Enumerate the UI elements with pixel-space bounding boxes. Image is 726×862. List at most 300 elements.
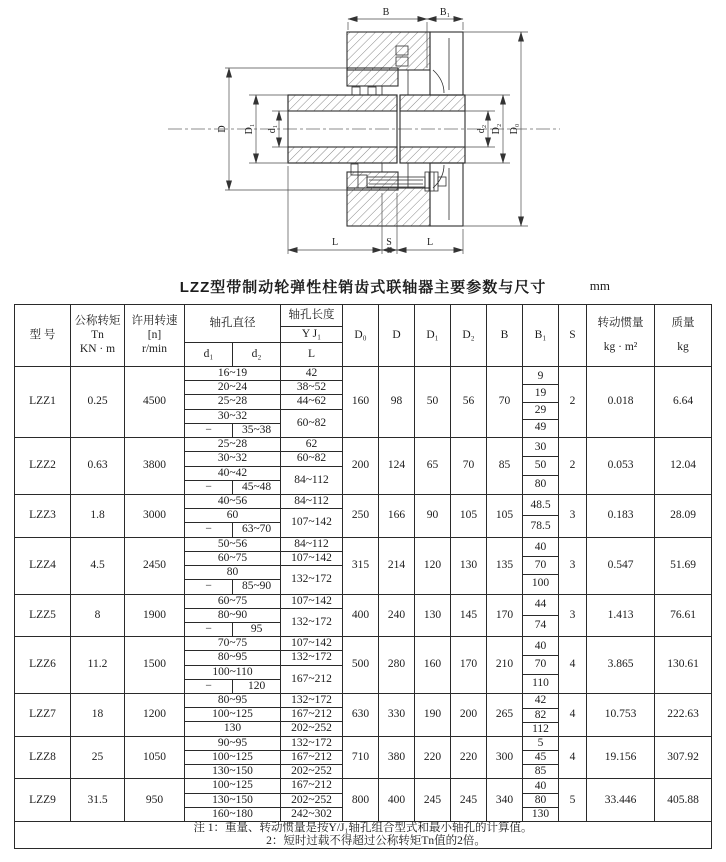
D0-cell: 400 xyxy=(343,594,379,637)
bore-length-cell: 107~142 xyxy=(280,637,342,651)
model-cell: LZZ1 xyxy=(15,367,71,438)
torque-cell: 4.5 xyxy=(71,537,125,594)
table-row xyxy=(15,637,712,694)
bore-subrow xyxy=(185,566,342,580)
bore-subrow xyxy=(185,637,342,651)
bore-subtable xyxy=(185,538,342,594)
model-cell: LZZ8 xyxy=(15,736,71,779)
unit-label: mm xyxy=(589,278,610,293)
speed-cell: 3800 xyxy=(125,438,185,495)
bore-subtable xyxy=(185,637,342,693)
mass-cell: 6.64 xyxy=(655,367,712,438)
dim-label-D: D xyxy=(217,125,228,133)
bore-subrow xyxy=(185,438,342,452)
D0-cell: 315 xyxy=(343,537,379,594)
table-row xyxy=(15,367,712,438)
bore-length-cell: 107~142 xyxy=(280,551,342,565)
B1-value: 45 xyxy=(523,751,558,765)
bore-range-cell: 40~56 xyxy=(185,495,280,509)
B1-stack xyxy=(523,694,558,735)
inertia-cell: 0.547 xyxy=(587,537,655,594)
B-cell: 210 xyxy=(487,637,523,694)
mass-cell: 130.61 xyxy=(655,637,712,694)
model-cell: LZZ7 xyxy=(15,694,71,737)
speed-cell: 1050 xyxy=(125,736,185,779)
table-row xyxy=(15,736,712,779)
B1-value: 110 xyxy=(532,676,549,689)
B1-value: 49 xyxy=(534,421,547,434)
bore-subtable xyxy=(185,495,342,537)
header-B: B xyxy=(487,305,523,367)
B1-cell xyxy=(523,637,559,694)
bore-d2-cell: 95 xyxy=(233,622,281,636)
B1-value: 30 xyxy=(523,439,558,457)
dim-label-L-left: L xyxy=(331,237,339,248)
B1-cell xyxy=(523,438,559,495)
bore-length-cell: 202~252 xyxy=(280,793,342,807)
dim-label-D0: D₀ xyxy=(509,123,520,135)
bore-length-cell: 202~252 xyxy=(280,765,342,779)
S-cell: 2 xyxy=(559,438,587,495)
D0-cell: 160 xyxy=(343,367,379,438)
bore-range-cell: 160~180 xyxy=(212,807,253,820)
bore-subrow xyxy=(185,694,342,708)
D2-cell: 170 xyxy=(451,637,487,694)
bore-subrow xyxy=(185,651,342,665)
B-cell: 170 xyxy=(487,594,523,637)
bore-subrow xyxy=(185,793,342,807)
bore-range-cell: 100~125 xyxy=(185,779,280,793)
mass-cell: 28.09 xyxy=(655,494,712,537)
bore-subrow xyxy=(185,495,342,509)
speed-cell: 1500 xyxy=(125,637,185,694)
bore-subrow xyxy=(185,665,342,679)
bore-range-cell: 130 xyxy=(223,722,242,735)
torque-cell: 11.2 xyxy=(71,637,125,694)
note-line-1: 注 1：重量、转动惯量是按Y/J₁轴孔组合型式和最小轴孔的计算值。 xyxy=(193,822,533,834)
spec-table-notes xyxy=(15,822,712,849)
D-cell: 98 xyxy=(379,367,415,438)
title-bar xyxy=(0,276,726,298)
bore-length-cell: 167~212 xyxy=(280,750,342,764)
model-cell: LZZ2 xyxy=(15,438,71,495)
torque-cell: 1.8 xyxy=(71,494,125,537)
D-cell: 214 xyxy=(379,537,415,594)
D1-cell: 160 xyxy=(415,637,451,694)
bore-length-cell: 60~82 xyxy=(280,452,342,466)
torque-cell: 0.25 xyxy=(71,367,125,438)
B1-cell xyxy=(523,594,559,637)
inertia-cell: 1.413 xyxy=(587,594,655,637)
notes-cell xyxy=(15,822,712,849)
S-cell: 4 xyxy=(559,637,587,694)
D2-cell: 70 xyxy=(451,438,487,495)
D0-cell: 710 xyxy=(343,736,379,779)
bore-length-cell: 62 xyxy=(280,438,342,452)
model-cell: LZZ4 xyxy=(15,537,71,594)
speed-cell: 4500 xyxy=(125,367,185,438)
bore-cell xyxy=(185,694,343,737)
bore-range-cell: 25~28 xyxy=(185,438,280,452)
B1-value: 70 xyxy=(523,656,558,674)
bore-range-cell: 16~19 xyxy=(185,367,280,381)
bore-d2-cell: 120 xyxy=(233,679,281,693)
speed-cell: 2450 xyxy=(125,537,185,594)
speed-cell: 950 xyxy=(125,779,185,822)
B1-stack xyxy=(523,638,558,692)
bore-subrow xyxy=(185,381,342,395)
bore-length-cell: 132~172 xyxy=(280,651,342,665)
header-d2: d₂ xyxy=(233,343,281,367)
bore-subrow xyxy=(185,452,342,466)
D1-cell: 220 xyxy=(415,736,451,779)
bore-subrow xyxy=(185,466,342,480)
model-cell: LZZ6 xyxy=(15,637,71,694)
bore-range-cell: 130~150 xyxy=(212,765,253,778)
S-cell: 4 xyxy=(559,736,587,779)
B1-value: 80 xyxy=(523,794,558,808)
bore-subrow xyxy=(185,595,342,609)
bore-range-cell: 70~75 xyxy=(185,637,280,651)
B1-value: 50 xyxy=(523,457,558,475)
D1-cell: 90 xyxy=(415,494,451,537)
spec-table-body xyxy=(15,367,712,822)
B1-cell xyxy=(523,779,559,822)
bore-subrow xyxy=(185,722,342,736)
bore-length-cell: 132~172 xyxy=(280,737,342,751)
S-cell: 3 xyxy=(559,537,587,594)
bore-subrow xyxy=(185,608,342,622)
B1-value: 100 xyxy=(531,577,550,590)
mass-cell: 307.92 xyxy=(655,736,712,779)
bore-length-cell: 84~112 xyxy=(280,495,342,509)
model-cell: LZZ5 xyxy=(15,594,71,637)
header-bore-length: 轴孔长度 xyxy=(281,305,343,327)
D2-cell: 245 xyxy=(451,779,487,822)
B1-stack xyxy=(523,737,558,778)
inertia-cell: 19.156 xyxy=(587,736,655,779)
D-cell: 400 xyxy=(379,779,415,822)
D1-cell: 130 xyxy=(415,594,451,637)
table-row xyxy=(15,694,712,737)
B1-cell xyxy=(523,736,559,779)
B-cell: 85 xyxy=(487,438,523,495)
bore-subtable xyxy=(185,737,342,779)
bore-cell xyxy=(185,367,343,438)
B1-value: 80 xyxy=(534,477,547,490)
bore-cell xyxy=(185,537,343,594)
model-cell: LZZ3 xyxy=(15,494,71,537)
bore-cell xyxy=(185,438,343,495)
bore-subrow xyxy=(185,367,342,381)
B1-stack xyxy=(523,439,558,493)
B1-value: 40 xyxy=(523,539,558,557)
bore-length-cell: 42 xyxy=(280,367,342,381)
inertia-cell: 0.018 xyxy=(587,367,655,438)
B1-stack xyxy=(523,495,558,536)
bore-cell xyxy=(185,779,343,822)
D-cell: 124 xyxy=(379,438,415,495)
bore-length-cell: 107~142 xyxy=(280,595,342,609)
bore-subrow xyxy=(185,807,342,821)
dim-label-d1: d₁ xyxy=(267,124,278,134)
B-cell: 340 xyxy=(487,779,523,822)
S-cell: 3 xyxy=(559,594,587,637)
bore-range-cell: 60~75 xyxy=(185,551,280,565)
header-torque: 公称转矩 Tn KN · m xyxy=(71,305,125,367)
mass-cell: 76.61 xyxy=(655,594,712,637)
D2-cell: 130 xyxy=(451,537,487,594)
bore-length-cell: 38~52 xyxy=(280,381,342,395)
bore-cell xyxy=(185,637,343,694)
bore-d1-cell: − xyxy=(205,679,212,692)
bore-d1-cell: − xyxy=(205,622,212,635)
B1-value: 130 xyxy=(531,808,550,821)
bore-range-cell: 60 xyxy=(185,509,280,523)
S-cell: 2 xyxy=(559,367,587,438)
bore-length-cell: 167~212 xyxy=(280,779,342,793)
bore-range-cell: 100~110 xyxy=(185,665,280,679)
D-cell: 166 xyxy=(379,494,415,537)
model-cell: LZZ9 xyxy=(15,779,71,822)
table-row xyxy=(15,537,712,594)
coupling-section-drawing xyxy=(0,0,726,272)
bore-subrow xyxy=(185,395,342,409)
bore-subrow xyxy=(185,765,342,779)
B1-cell xyxy=(523,367,559,438)
B1-stack xyxy=(523,368,558,436)
torque-cell: 18 xyxy=(71,694,125,737)
bore-length-cell: 84~112 xyxy=(280,538,342,552)
bore-subrow xyxy=(185,708,342,722)
mass-cell: 51.69 xyxy=(655,537,712,594)
B1-cell xyxy=(523,537,559,594)
bore-d2-cell: 63~70 xyxy=(233,523,281,537)
bore-cell xyxy=(185,494,343,537)
B1-cell xyxy=(523,494,559,537)
bore-range-cell: 80~95 xyxy=(185,651,280,665)
bore-length-cell: 44~62 xyxy=(280,395,342,409)
bore-subrow xyxy=(185,551,342,565)
mass-cell: 12.04 xyxy=(655,438,712,495)
bore-subtable xyxy=(185,694,342,736)
B1-value: 70 xyxy=(523,557,558,575)
bore-range-cell: 30~32 xyxy=(185,452,280,466)
bore-d2-cell: 85~90 xyxy=(233,580,281,594)
B-cell: 135 xyxy=(487,537,523,594)
inertia-cell: 33.446 xyxy=(587,779,655,822)
table-row xyxy=(15,494,712,537)
header-D0: D₀ xyxy=(343,305,379,367)
dim-label-D1: D₁ xyxy=(244,123,255,135)
bore-d2-cell: 45~48 xyxy=(233,480,281,494)
bore-length-cell: 167~212 xyxy=(280,708,342,722)
header-L: L xyxy=(281,343,343,367)
bore-range-cell: 30~32 xyxy=(185,409,280,423)
torque-cell: 8 xyxy=(71,594,125,637)
dimension-left xyxy=(217,68,347,190)
header-model: 型 号 xyxy=(15,305,71,367)
header-YJ1: Y J₁ xyxy=(281,327,343,343)
speed-cell: 3000 xyxy=(125,494,185,537)
bore-d1-cell: − xyxy=(205,580,212,593)
table-row xyxy=(15,594,712,637)
bore-range-cell: 100~125 xyxy=(185,750,280,764)
bore-length-cell: 132~172 xyxy=(280,608,342,636)
D0-cell: 800 xyxy=(343,779,379,822)
header-D2: D₂ xyxy=(451,305,487,367)
S-cell: 5 xyxy=(559,779,587,822)
dim-label-S: S xyxy=(386,237,392,248)
D-cell: 330 xyxy=(379,694,415,737)
B1-stack xyxy=(523,595,558,636)
inertia-cell: 3.865 xyxy=(587,637,655,694)
B1-value: 40 xyxy=(523,780,558,794)
B-cell: 300 xyxy=(487,736,523,779)
D1-cell: 245 xyxy=(415,779,451,822)
D1-cell: 190 xyxy=(415,694,451,737)
D0-cell: 630 xyxy=(343,694,379,737)
B1-value: 112 xyxy=(532,722,549,735)
bore-range-cell: 100~125 xyxy=(185,708,280,722)
D2-cell: 220 xyxy=(451,736,487,779)
B1-value: 74 xyxy=(534,619,547,632)
header-mass: 质量 kg xyxy=(655,305,712,367)
bore-length-cell: 202~252 xyxy=(280,722,342,736)
bore-d1-cell: − xyxy=(205,480,212,493)
D2-cell: 145 xyxy=(451,594,487,637)
D1-cell: 120 xyxy=(415,537,451,594)
bore-length-cell: 167~212 xyxy=(280,665,342,693)
B1-value: 48.5 xyxy=(523,495,558,516)
inertia-cell: 10.753 xyxy=(587,694,655,737)
header-bore-diameter: 轴孔直径 xyxy=(185,305,281,343)
bore-subtable xyxy=(185,367,342,437)
header-D1: D₁ xyxy=(415,305,451,367)
torque-cell: 25 xyxy=(71,736,125,779)
dim-label-B1: B₁ xyxy=(439,7,451,18)
spec-table xyxy=(14,304,712,849)
D1-cell: 50 xyxy=(415,367,451,438)
table-row xyxy=(15,779,712,822)
note-line-2: 2：短时过载不得超过公称转矩Tn值的2倍。 xyxy=(266,835,486,848)
table-row xyxy=(15,438,712,495)
B1-value: 19 xyxy=(523,385,558,402)
B1-value: 40 xyxy=(523,638,558,656)
bore-subrow xyxy=(185,779,342,793)
bore-range-cell: 20~24 xyxy=(185,381,280,395)
bore-length-cell: 132~172 xyxy=(280,566,342,594)
D-cell: 280 xyxy=(379,637,415,694)
header-inertia: 转动惯量 kg · m² xyxy=(587,305,655,367)
torque-cell: 31.5 xyxy=(71,779,125,822)
inertia-cell: 0.183 xyxy=(587,494,655,537)
bore-d2-cell: 35~38 xyxy=(233,423,281,437)
bore-length-cell: 84~112 xyxy=(280,466,342,494)
D0-cell: 500 xyxy=(343,637,379,694)
B1-value: 5 xyxy=(523,737,558,751)
bore-subrow xyxy=(185,750,342,764)
bore-range-cell: 130~150 xyxy=(185,793,280,807)
B1-value: 42 xyxy=(523,694,558,708)
bore-range-cell: 80 xyxy=(185,566,280,580)
header-d1: d₁ xyxy=(185,343,233,367)
bore-length-cell: 242~302 xyxy=(280,807,342,821)
bore-length-cell: 132~172 xyxy=(280,694,342,708)
B1-value: 78.5 xyxy=(530,519,551,532)
B1-value: 82 xyxy=(523,709,558,723)
D0-cell: 250 xyxy=(343,494,379,537)
bore-cell xyxy=(185,736,343,779)
B1-value: 44 xyxy=(523,595,558,616)
page-title: LZZ型带制动轮弹性柱销齿式联轴器主要参数与尺寸 xyxy=(179,279,547,296)
bore-subrow xyxy=(185,409,342,423)
D2-cell: 56 xyxy=(451,367,487,438)
B1-cell xyxy=(523,694,559,737)
bore-range-cell: 40~42 xyxy=(185,466,280,480)
B-cell: 265 xyxy=(487,694,523,737)
bore-subrow xyxy=(185,737,342,751)
speed-cell: 1200 xyxy=(125,694,185,737)
S-cell: 3 xyxy=(559,494,587,537)
header-D: D xyxy=(379,305,415,367)
D2-cell: 105 xyxy=(451,494,487,537)
B-cell: 105 xyxy=(487,494,523,537)
header-S: S xyxy=(559,305,587,367)
speed-cell: 1900 xyxy=(125,594,185,637)
B-cell: 70 xyxy=(487,367,523,438)
bore-range-cell: 50~56 xyxy=(185,538,280,552)
D1-cell: 65 xyxy=(415,438,451,495)
bore-range-cell: 90~95 xyxy=(185,737,280,751)
B1-value: 85 xyxy=(534,765,547,778)
dim-label-B: B xyxy=(382,7,390,18)
D-cell: 380 xyxy=(379,736,415,779)
torque-cell: 0.63 xyxy=(71,438,125,495)
bore-d1-cell: − xyxy=(205,523,212,536)
bore-subtable xyxy=(185,595,342,637)
bore-range-cell: 25~28 xyxy=(185,395,280,409)
bore-d1-cell: − xyxy=(205,423,212,436)
dim-label-D2: D₂ xyxy=(491,123,502,135)
spec-table-header xyxy=(15,305,712,367)
bore-range-cell: 60~75 xyxy=(185,595,280,609)
bore-subrow xyxy=(185,538,342,552)
bore-subtable xyxy=(185,438,342,494)
bore-subtable xyxy=(185,779,342,821)
D-cell: 240 xyxy=(379,594,415,637)
B1-value: 9 xyxy=(523,368,558,385)
dim-label-L-right: L xyxy=(426,237,434,248)
header-B1: B₁ xyxy=(523,305,559,367)
D2-cell: 200 xyxy=(451,694,487,737)
D0-cell: 200 xyxy=(343,438,379,495)
B1-value: 29 xyxy=(523,403,558,420)
bore-range-cell: 80~95 xyxy=(185,694,280,708)
header-speed: 许用转速 [n] r/min xyxy=(125,305,185,367)
dim-label-d2: d₂ xyxy=(476,124,487,134)
mass-cell: 405.88 xyxy=(655,779,712,822)
S-cell: 4 xyxy=(559,694,587,737)
B1-stack xyxy=(523,539,558,593)
B1-stack xyxy=(523,780,558,821)
mass-cell: 222.63 xyxy=(655,694,712,737)
bore-cell xyxy=(185,594,343,637)
bore-length-cell: 107~142 xyxy=(280,509,342,537)
inertia-cell: 0.053 xyxy=(587,438,655,495)
bore-range-cell: 80~90 xyxy=(185,608,280,622)
bore-length-cell: 60~82 xyxy=(280,409,342,437)
